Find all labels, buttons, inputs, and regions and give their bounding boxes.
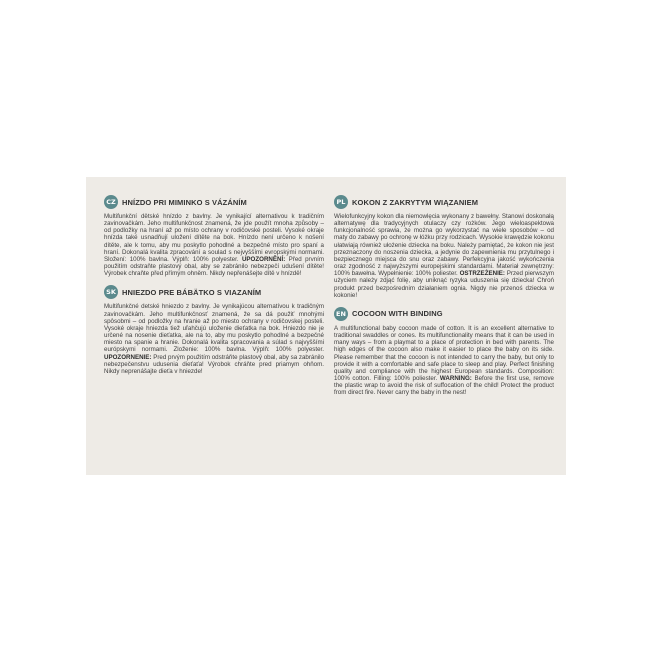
right-column (334, 195, 554, 404)
section-en (334, 307, 554, 397)
warning-label: UPOZORNENIE: (104, 353, 152, 361)
warning-text: Before the first use, remove the plastic wrap to avoid the risk of suffocation of the child! Protect the product from direct fire. Never carry the baby in the nest! (334, 374, 554, 397)
body-text: Multifunkčné detské hniezdo z bavlny. Je vynikajúcou alternatívou k tradičným zavinovačkám. Jeho multifunkčnosť znamená, že sa dá použiť mnohými spôsobmi – od podložky na hranie až po miesto ochrany v rodičovskej posteli. Vysoké okraje hniezda tiež uľahčujú uloženie dieťatka na bok. Hniezdo nie je určené na nosenie dieťatka, ale na to, aby mu poskytlo pohodlné a bezpečné miesto na spanie a hranie. Dokonalá kvalita spracovania a súlad s najvyššími európskymi normami. Zloženie: 100% bavlna. Výplň: 100% polyester. (104, 303, 324, 354)
language-badge-pl: PL (334, 195, 348, 209)
warning-label: OSTRZEŻENIE: (459, 270, 505, 278)
section-cz (104, 195, 324, 277)
section-title-en: COCOON WITH BINDING (352, 309, 443, 319)
section-title-pl: KOKON Z ZAKRYTYM WIĄZANIEM (352, 197, 479, 207)
left-column (104, 195, 324, 383)
section-text-en (334, 325, 554, 397)
warning-text: Przed pierwszym użyciem należy zdjąć folię, aby uniknąć ryzyka uduszenia się dziecka! Chroń produkt przed bezpośrednim działaniem ognia. Nigdy nie przenoś dziecka w kokonie! (334, 270, 554, 299)
language-badge-sk: SK (104, 285, 118, 299)
language-badge-cz: CZ (104, 195, 118, 209)
warning-label: UPOZORNĚNÍ: (241, 255, 286, 263)
section-heading (334, 307, 554, 321)
section-heading (104, 195, 324, 209)
section-title-cz: HNÍZDO PRI MIMINKO S VÁZÁNÍM (122, 197, 247, 207)
section-title-sk: HNIEZDO PRE BÁBÄTKO S VIAZANÍM (122, 287, 262, 297)
section-sk (104, 285, 324, 375)
section-text-sk (104, 303, 324, 375)
warning-label: WARNING: (439, 374, 472, 382)
warning-text: Pred prvým použitím odstráňte plastový obal, aby sa zabránilo nebezpečenstvu udusenia dieťaťa! Výrobok chráňte pred priamym ohňom. Nikdy neprenášajte dieťa v hniezde! (104, 353, 324, 375)
body-text: A multifunctional baby cocoon made of cotton. It is an excellent alternative to traditional swaddles or cones. Its multifunctionality means that it can be used in many ways – from a playmat to a place of protection in bed with parents. The high edges of the cocoon also make it easier to place the baby on its side. Please remember that the cocoon is not intended to carry the baby, but only to provide it with a comfortable and safe place to sleep and play. Perfect finishing quality and compliance with the highest European standards. Composition: 100% cotton. Filling: 100% poliester. (334, 324, 554, 382)
section-text-pl (334, 213, 554, 299)
language-badge-en: EN (334, 307, 348, 321)
product-label-card (86, 177, 566, 475)
section-heading (104, 285, 324, 299)
section-pl (334, 195, 554, 299)
body-text: Multifunkční dětské hnízdo z bavlny. Je vynikající alternativou k tradičním zavinovačkám. Jeho multifunkčnost znamená, že jde použít mnoha způsoby – od podložky na hraní až po místo ochrany v rodičovské posteli. Vysoké okraje hnízda také usnadňují uložení dítěte na bok. Hnízdo není určeno k nošení dítěte, ale k tomu, aby mu poskytlo pohodlné a bezpečné místo pro spaní a hraní. Dokonalá kvalita zpracování a soulad s nejvyššími evropskými normami. Složení: 100% bavlna. Výplň: 100% polyester. (104, 213, 324, 263)
warning-text: Před prvním použitím odstraňte plastový obal, aby se zabránilo nebezpečí udušení dítěte! Výrobek chraňte před přímým ohněm. Nikdy nepřenášejte dítě v hnízdě! (104, 255, 324, 278)
body-text: Wielofunkcyjny kokon dla niemowlęcia wykonany z bawełny. Stanowi doskonałą alternatywę dla tradycyjnych otulaczy czy rożków. Jego wieloaspektowa funkcjonalność sprawia, że można go wykorzystać na wiele sposobów – od maty do zabawy po ochronę w łóżku przy rodzicach. Wysokie krawędzie kokonu ułatwiają również ułożenie dziecka na boku. Należy pamiętać, że kokon nie jest przeznaczony do noszenia dziecka, a jedynie do zapewnienia mu przytulnego i bezpiecznego miejsca do snu oraz zabawy. Perfekcyjna jakość wykończenia oraz zgodność z najwyższymi europejskimi standardami. Materiał zewnętrzny: 100% bawełna. Wypełnienie: 100% poliester. (334, 213, 554, 278)
section-text-cz (104, 213, 324, 277)
section-heading (334, 195, 554, 209)
